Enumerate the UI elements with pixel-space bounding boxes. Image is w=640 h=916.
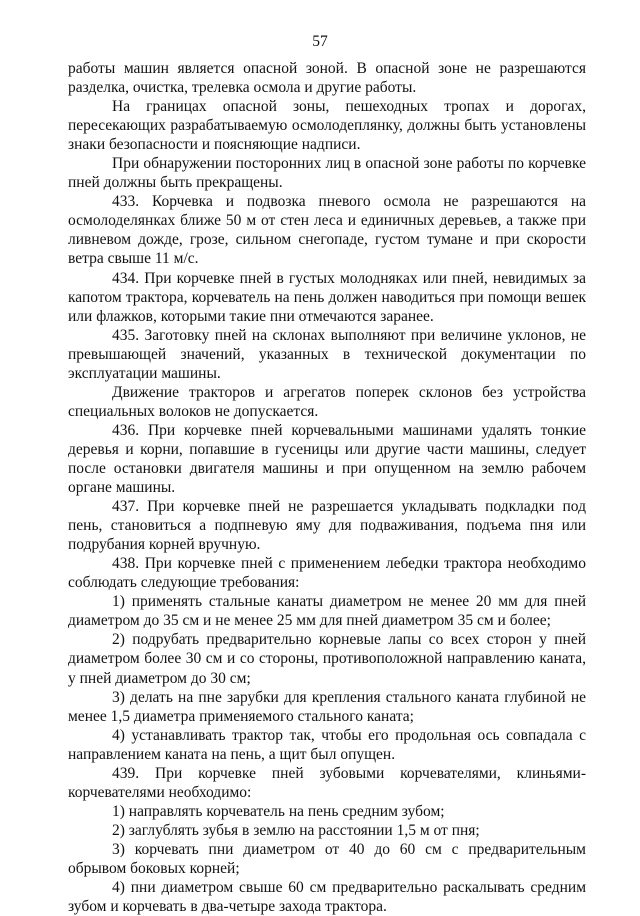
list-item-438-1: 1) применять стальные канаты диаметром не менее 20 мм для пней диаметром до 35 см и не менее 25 мм для пней диаметром 35 см и более;: [68, 593, 586, 630]
paragraph-437: 437. При корчевке пней не разрешается укладывать подкладки под пень, становиться а подпневую яму для подваживания, подъема пня или подрубания корней вручную.: [68, 498, 586, 554]
list-item-438-4: 4) устанавливать трактор так, чтобы его продольная ось совпадала с направлением каната на пень, а щит был опущен.: [68, 726, 586, 763]
paragraph-postoronnie-litsa: При обнаружении посторонних лиц в опасной зоне работы по корчевке пней должны быть прекращены.: [68, 155, 586, 192]
paragraph-439: 439. При корчевке пней зубовыми корчевателями, клиньями-корчевателями необходимо:: [68, 764, 586, 801]
list-item-439-1: 1) направлять корчеватель на пень средним зубом;: [112, 802, 445, 820]
page-number: 57: [312, 33, 328, 50]
paragraph-dvizhenie-traktorov: Движение тракторов и агрегатов поперек склонов без устройства специальных волоков не допускается.: [68, 383, 586, 420]
list-item-439-2: 2) заглублять зубья в землю на расстоянии 1,5 м от пня;: [112, 821, 480, 839]
list-item-439-3: 3) корчевать пни диаметром от 40 до 60 см с предварительным обрывом боковых корней;: [68, 840, 586, 877]
paragraph-433: 433. Корчевка и подвозка пневого осмола не разрешаются на осмолоделянках ближе 50 м от стен леса и единичных деревьев, а также при ливневом дожде, грозе, сильном снегопаде, густом тумане и при скорости ветра свыше 11 м/с.: [68, 193, 586, 268]
paragraph-434: 434. При корчевке пней в густых молодняках или пней, невидимых за капотом трактора, корчеватель на пень должен наводиться при помощи вешек или флажков, которыми такие пни отмечаются заранее.: [68, 269, 586, 325]
paragraph-435: 435. Заготовку пней на склонах выполняют при величине уклонов, не превышающей значений, указанных в технической документации по эксплуатации машины.: [68, 326, 586, 382]
list-item-438-2: 2) подрубать предварительно корневые лапы со всех сторон у пней диаметром более 30 см и со стороны, противоположной направлению каната, у пней диаметром до 30 см;: [68, 631, 586, 687]
paragraph-438: 438. При корчевке пней с применением лебедки трактора необходимо соблюдать следующие требования:: [68, 555, 586, 592]
paragraph-znaki-bezopasnosti: На границах опасной зоны, пешеходных тропах и дорогах, пересекающих разрабатываемую осмолодеплянку, должны быть установлены знаки безопасности и поясняющие надписи.: [68, 98, 586, 154]
document-body: [68, 59, 586, 916]
paragraph-436: 436. При корчевке пней корчевальными машинами удалять тонкие деревья и корни, попавшие в гусеницы или другие части машины, следует после остановки двигателя машины и при опущенном на землю рабочем органе машины.: [68, 421, 586, 497]
list-item-438-3: 3) делать на пне зарубки для крепления стального каната глубиной не менее 1,5 диаметра применяемого стального каната;: [68, 688, 586, 725]
list-item-439-4: 4) пни диаметром свыше 60 см предварительно раскалывать средним зубом и корчевать в два-четыре захода трактора.: [68, 879, 586, 916]
paragraph-opasnaya-zona: работы машин является опасной зоной. В опасной зоне не разрешаются разделка, очистка, трелевка осмола и другие работы.: [68, 60, 586, 97]
